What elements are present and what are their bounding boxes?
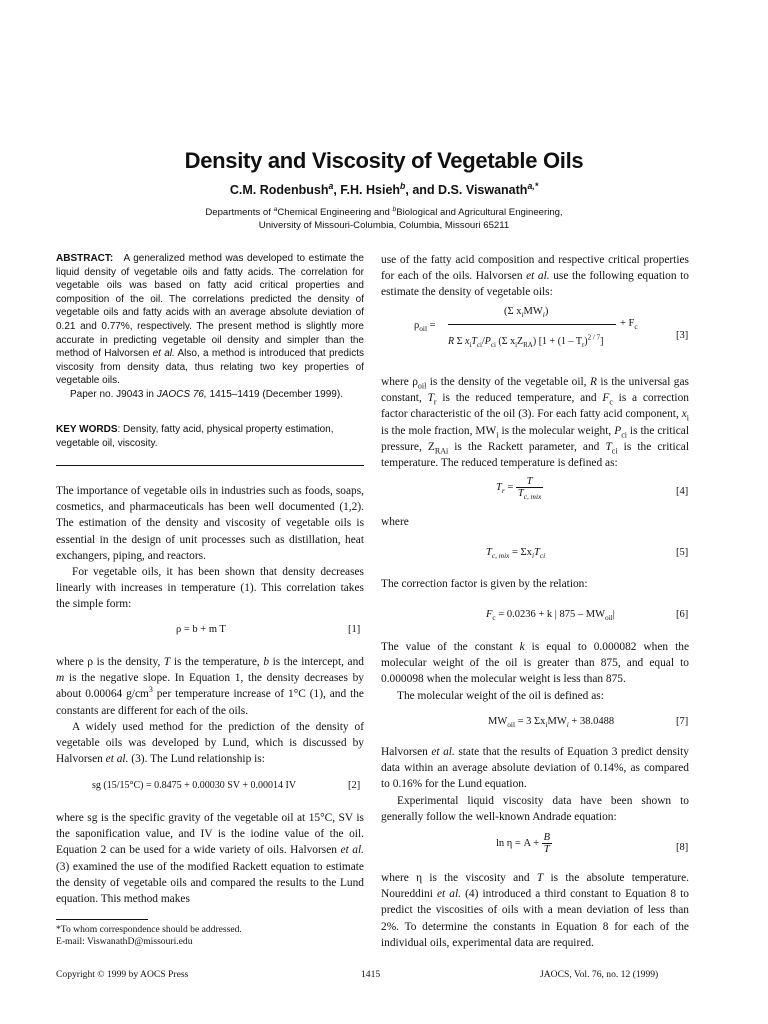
right-column-text-5: Halvorsen et al. state that the results of Equation 3 predict density data within an average absolute deviation of 0.14%, as compared to 0.16% for the Lund equation. Experimental liquid viscosity data have been shown to generally follow the well-known Andrade equation: — [381, 746, 689, 823]
footnote: *To whom correspondence should be addressed. E-mail: ViswanathD@missouri.edu — [56, 924, 242, 947]
equation-7-number: [7] — [676, 716, 689, 727]
equation-3-fraction-bar — [448, 324, 616, 325]
footnote-divider — [56, 919, 148, 920]
copyright: Copyright © 1999 by AOCS Press — [56, 969, 189, 980]
equation-3-number: [3] — [676, 330, 689, 341]
equation-1-number: [1] — [348, 624, 361, 635]
equation-5-number: [5] — [676, 547, 689, 558]
author-2: F.H. Hsieh — [340, 183, 401, 197]
right-column-text-3: The correction factor is given by the relation: — [381, 578, 588, 590]
equation-3-denominator: R Σ $x_iT_{ci}/P_{ci}$ (Σ $x_iZ_{RA}$) $[1 + (1 - T_r)^{2 / 7}]$ — [448, 333, 604, 349]
equation-4: $T_r$ = $\frac{T}{T_{c, mix}}$ — [496, 476, 542, 502]
author-list: C.M. Rodenbush$^a$, F.H. Hsieh$^b$, and D.S. Viswanath$^{a,*}$ — [229, 180, 539, 197]
author-1: C.M. Rodenbush — [229, 183, 329, 197]
journal-citation: JAOCS, Vol. 76, no. 12 (1999) — [540, 969, 659, 980]
equation-5: $T_{c, mix} = \Sigma x_iT_{ci}$ — [486, 547, 546, 561]
equation-1: ρ = b + m T — [176, 624, 226, 635]
left-column-text-1: The importance of vegetable oils in industries such as foods, soaps, cosmetics, and pharmaceuticals has been well documented (1,2). The estimation of the density and viscosity of vegetable oils is essential in the design of unit processes such as distillation, heat exchangers, piping, and reactors. For vegetable oils, it has been shown that density decreases linearly with increases in temperature (1). This correlation takes the simple form: — [56, 485, 364, 611]
left-column-text-3: where sg is the specific gravity of the vegetable oil at 15°C, SV is the saponification value, and IV is the iodine value of the oil. Equation 2 can be used for a wide variety of oils. Halvorsen et al. (3) examined the use of the modified Rackett equation to estimate the density of vegetable oils and compared the results to the Lund equation. This method makes — [56, 812, 365, 906]
abstract: ABSTRACT: A generalized method was developed to estimate the liquid density of vegetable oils and fatty acids. The correlation for vegetable oils was based on fatty acid critical properties and composition of the oil. The correlations predicted the density of vegetable oils and fatty acids with an average absolute deviation of 0.21 and 0.77%, respectively. The present method is slightly more accurate in predicting vegetable oil density and simpler than the method of Halvorsen et al. Also, a method is introduced that predicts viscosity from density data, thus relating two key properties of vegetable oils. Paper no. J9043 in JAOCS 76, 1415–1419 (December 1999). — [56, 253, 364, 400]
equation-2: sg (15/15°C) = 0.8475 + 0.00030 SV + 0.00014 IV — [92, 780, 297, 791]
equation-6: $F_c = 0.0236 + k$ | $875 - MW_{oil}|$ — [486, 609, 615, 623]
affiliation: Departments of $^a$Chemical Engineering and $^b$Biological and Agricultural Engineering, University of Missouri-Columbia, Columbia, Missouri 65211 — [205, 205, 563, 231]
where-label: where — [381, 516, 409, 528]
equation-3: $\rho_{oil}$ = (Σ $x_iMW_i$) + $F_c$ R Σ $x_iT_{ci}/P_{ci}$ (Σ $x_iZ_{RA}$) $[1 + (1 - T_r)^{2 / 7}]$ — [414, 306, 638, 349]
paper-title: Density and Viscosity of Vegetable Oils — [184, 148, 584, 173]
equation-7: $MW_{oil} = 3$ $\Sigma x_iMW_i + 38.0488$ — [488, 716, 615, 730]
equation-8-number: [8] — [676, 842, 689, 853]
equation-8: ln η = A + $\frac{B}{T}$ — [496, 832, 551, 855]
author-3: and D.S. Viswanath — [412, 183, 528, 197]
left-column-text-2: where ρ is the density, T is the temperature, b is the intercept, and m is the negative slope. In Equation 1, the density decreases by about 0.00064 $g/cm^3$ per temperature increase of 1°C (1), and the constants are different for each of the oils. A widely used method for the prediction of the density of vegetable oils was developed by Lund, which is discussed by Halvorsen et al. (3). The Lund relationship is: — [56, 656, 364, 766]
equation-6-number: [6] — [676, 609, 689, 620]
right-column-text-4: The value of the constant k is equal to 0.000082 when the molecular weight of the oil is greater than 875, and equal to 0.000098 when the molecular weight is less than 875. The molecular weight of the oil is defined as: — [381, 641, 690, 702]
right-column-text-1: use of the fatty acid composition and respective critical properties for each of the oils. Halvorsen et al. use the following equation to estimate the density of vegetable oils: — [381, 254, 689, 299]
right-column-text-2: where $\rho_{oil}$ is the density of the vegetable oil, R is the universal gas constant, $T_r$ is the reduced temperature, and $F_c$ is a correction factor characteristic of the oil (3). For each fatty acid component, $x_i$ is the mole fraction, $MW_i$ is the molecular weight, $P_{ci}$ is the critical pressure, $Z_{RAi}$ is the Rackett parameter, and $T_{ci}$ is the critical temperature. The reduced temperature is defined as: — [381, 376, 689, 470]
equation-4-number: [4] — [676, 486, 689, 497]
section-divider — [56, 465, 364, 466]
keywords: KEY WORDS: Density, fatty acid, physical property estimation, vegetable oil, viscosity. — [56, 424, 334, 449]
page-number: 1415 — [361, 969, 381, 980]
equation-3-numerator: (Σ $x_iMW_i$) — [504, 306, 549, 320]
abstract-label: ABSTRACT: — [56, 253, 114, 264]
equation-2-number: [2] — [348, 780, 361, 791]
right-column-text-6: where η is the viscosity and T is the absolute temperature. Noureddini et al. (4) introduced a third constant to Equation 8 to predict the viscosities of oils with a mean deviation of less than 2%. To determine the constants in Equation 8 for each of the individual oils, experimental data are required. — [381, 872, 689, 949]
